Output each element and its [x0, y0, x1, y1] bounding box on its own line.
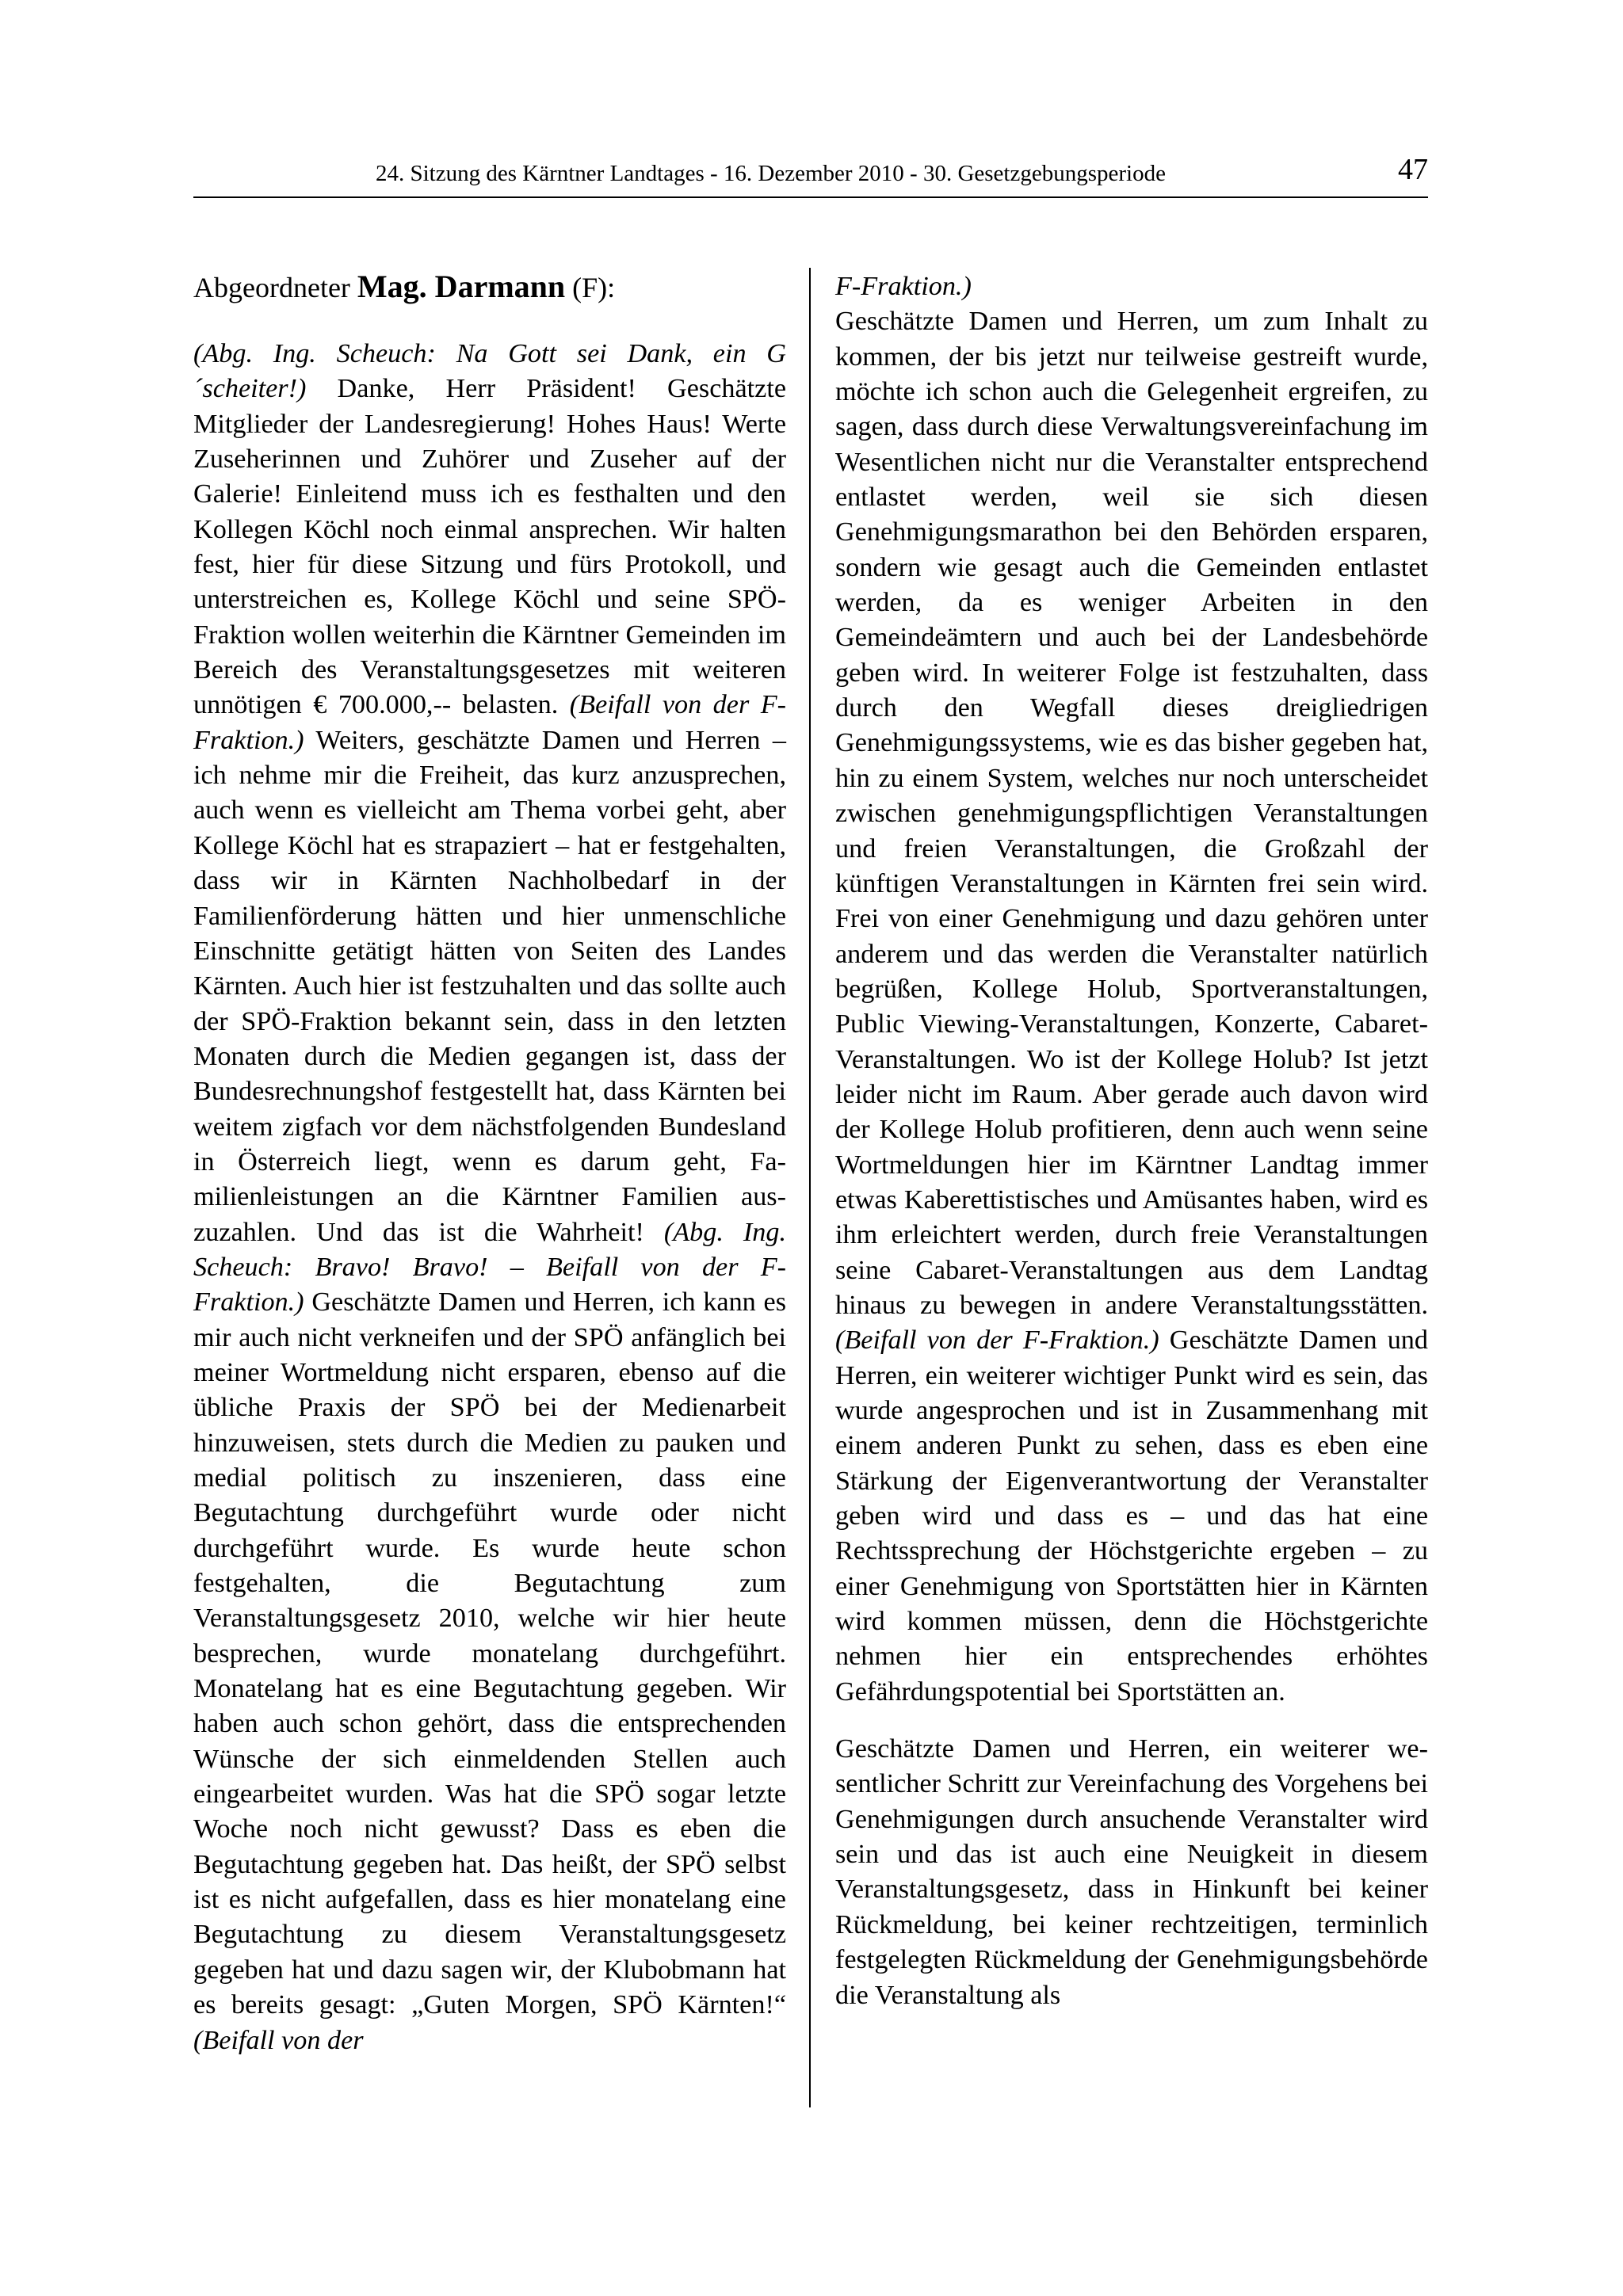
right-column	[835, 269, 1428, 2013]
speech-paragraph	[193, 337, 786, 2058]
interjection: (Abg. Ing. Scheuch: Na Gott sei Dank, ein G´scheiter!)	[193, 339, 786, 404]
applause-note: (Beifall von der F-Fraktion.)	[193, 690, 787, 755]
speech-paragraph	[835, 1732, 1428, 2013]
speech-text: Geschätzte Damen und Herren, ein weiterer wichtiger Punkt wird es sein, das wurde angesprochen und ist in Zusammenhang mit einem anderen Punkt zu sehen, dass es eben eine Stärkung der Eigenverantwortung der Veranstalter geben wird und dass es – und das hat eine Rechtssprechung der Höchstgerichte ergeben – zu einer Genehmigung von Sportstätten hier in Kärnten wird kommen müssen, denn die Höchstgerichte nehmen hier ein entsprechendes erhöhtes Gefährdungspotential bei Sportstätten an.	[835, 1325, 1428, 1707]
page-number: 47	[1398, 153, 1428, 186]
speech-text: Geschätzte Damen und Herren, ein weiterer wesentlicher Schritt zur Vereinfachung des Vorgehens bei Genehmigungen durch ansuchende Veranstalter wird sein und das ist auch eine Neuigkeit in diesem Veranstaltungsgesetz, dass in Hinkunft bei keiner Rückmeldung, bei keiner rechtzeitigen, terminlich festgelegten Rückmeldung der Genehmigungsbehörde die Veranstaltung als	[835, 1734, 1428, 2010]
speech-paragraph	[835, 269, 1428, 304]
speaker-prefix: Abgeordneter	[193, 272, 350, 303]
speech-paragraph	[835, 304, 1428, 1710]
speech-text: Geschätzte Damen und Herren, um zum Inhalt zu kommen, der bis jetzt nur teilweise gestreift wurde, möchte ich schon auch die Gelegenheit ergreifen, zu sagen, dass durch diese Verwaltungsvereinfachung im Wesentlichen nicht nur die Veranstalter entsprechend entlastet werden, weil sie sich diesen Genehmigungsmarathon bei den Behörden ersparen, sondern wie gesagt auch die Gemeinden entlastet werden, da es weniger Arbeiten in den Gemeindeämtern und auch bei der Landesbehörde geben wird. In weiterer Folge ist festzuhalten, dass durch den Wegfall dieses dreigliedrigen Genehmigungssystems, wie es das bisher gegeben hat, hin zu einem System, welches nur noch unterscheidet zwischen genehmigungspflichtigen Veranstaltungen und freien Veranstaltungen, die Großzahl der künftigen Veranstaltungen in Kärnten frei sein wird. Frei von einer Genehmigung und dazu gehören unter anderem und das werden die Veranstalter natürlich begrüßen, Kollege Holub, Sportveranstaltungen, Public Viewing-Veranstaltungen, Konzerte, Cabaret-Veranstaltungen. Wo ist der Kollege Holub? Ist jetzt leider nicht im Raum. Aber gerade auch davon wird der Kollege Holub profitieren, denn auch wenn seine Wortmeldungen hier im Kärntner Landtag immer etwas Kaberettistisches und Amüsantes haben, wird es ihm erleichtert werden, durch freie Veranstaltungen seine Cabaret-Veranstaltungen aus dem Landtag hinaus zu bewegen in andere Veranstaltungsstätten.	[835, 307, 1428, 1320]
applause-note: (Abg. Ing. Scheuch: Bravo! Bravo! – Beifall von der F-Fraktion.)	[193, 1217, 786, 1318]
speaker-heading	[193, 269, 786, 305]
header-title: 24. Sitzung des Kärntner Landtages - 16. Dezember 2010 - 30. Gesetzgebungsperiode	[376, 161, 1166, 186]
applause-note: F-Fraktion.)	[835, 272, 972, 301]
speech-text: Danke, Herr Präsident! Geschätzte Mitglieder der Landesregierung! Hohes Haus! Werte Zuseherinnen und Zuhörer und Zuseher auf der Galerie! Einleitend muss ich es festhalten und den Kollegen Köchl noch einmal ansprechen. Wir halten fest, hier für diese Sitzung und fürs Protokoll, und unterstreichen es, Kollege Köchl und seine SPÖ-Fraktion wollen weiterhin die Kärntner Gemeinden im Bereich des Veranstaltungsgesetzes mit weiteren unnötigen € 700.000,-- belasten.	[193, 374, 786, 720]
page-header	[193, 151, 1428, 198]
applause-note: (Beifall von der F-Fraktion.)	[835, 1325, 1159, 1356]
speech-text: Weiters, geschätzte Damen und Herren – ich nehme mir die Freiheit, das kurz anzusprechen, auch wenn es vielleicht am Thema vorbei geht, aber Kollege Köchl hat es strapaziert – hat er festgehalten, dass wir in Kärnten Nachholbedarf in der Familienförderung hätten und hier unmenschliche Einschnitte getätigt hätten von Seiten des Landes Kärnten. Auch hier ist festzuhalten und das sollte auch der SPÖ-Fraktion bekannt sein, dass in den letzten Monaten durch die Medien gegangen ist, dass der Bundesrechnungshof festgestellt hat, dass Kärnten bei weitem zigfach vor dem nächstfolgenden Bundesland in Österreich liegt, wenn es darum geht, Familienleistungen an die Kärntner Familien auszuzahlen. Und das ist die Wahrheit!	[193, 725, 786, 1247]
applause-note: (Beifall von der	[193, 2025, 364, 2055]
left-column	[193, 269, 786, 2058]
column-divider	[809, 268, 811, 2107]
speaker-party: (F):	[572, 272, 616, 303]
speech-text: Geschätzte Damen und Herren, ich kann es mir auch nicht verkneifen und der SPÖ anfänglich bei meiner Wortmeldung nicht ersparen, ebenso auf die übliche Praxis der SPÖ bei der Medienarbeit hinzuweisen, stets durch die Medien zu pauken und medial politisch zu inszenieren, dass eine Begutachtung durchgeführt wurde oder nicht durchgeführt wurde. Es wurde heute schon festgehalten, die Begutachtung zum Veranstaltungsgesetz 2010, welche wir hier heute besprechen, wurde monatelang durchgeführt. Monatelang hat es eine Begutachtung gegeben. Wir haben auch schon gehört, dass die entsprechenden Wünsche der sich einmeldenden Stellen auch eingearbeitet wurden. Was hat die SPÖ sogar letzte Woche noch nicht gewusst? Dass es eben die Begutachtung gegeben hat. Das heißt, der SPÖ selbst ist es nicht aufgefallen, dass es hier monatelang eine Begutachtung zu diesem Veranstaltungsgesetz gegeben hat und dazu sagen wir, der Klubobmann hat es bereits gesagt: „Guten Morgen, SPÖ Kärnten!“	[193, 1287, 787, 2020]
speaker-name: Mag. Darmann	[357, 269, 566, 304]
